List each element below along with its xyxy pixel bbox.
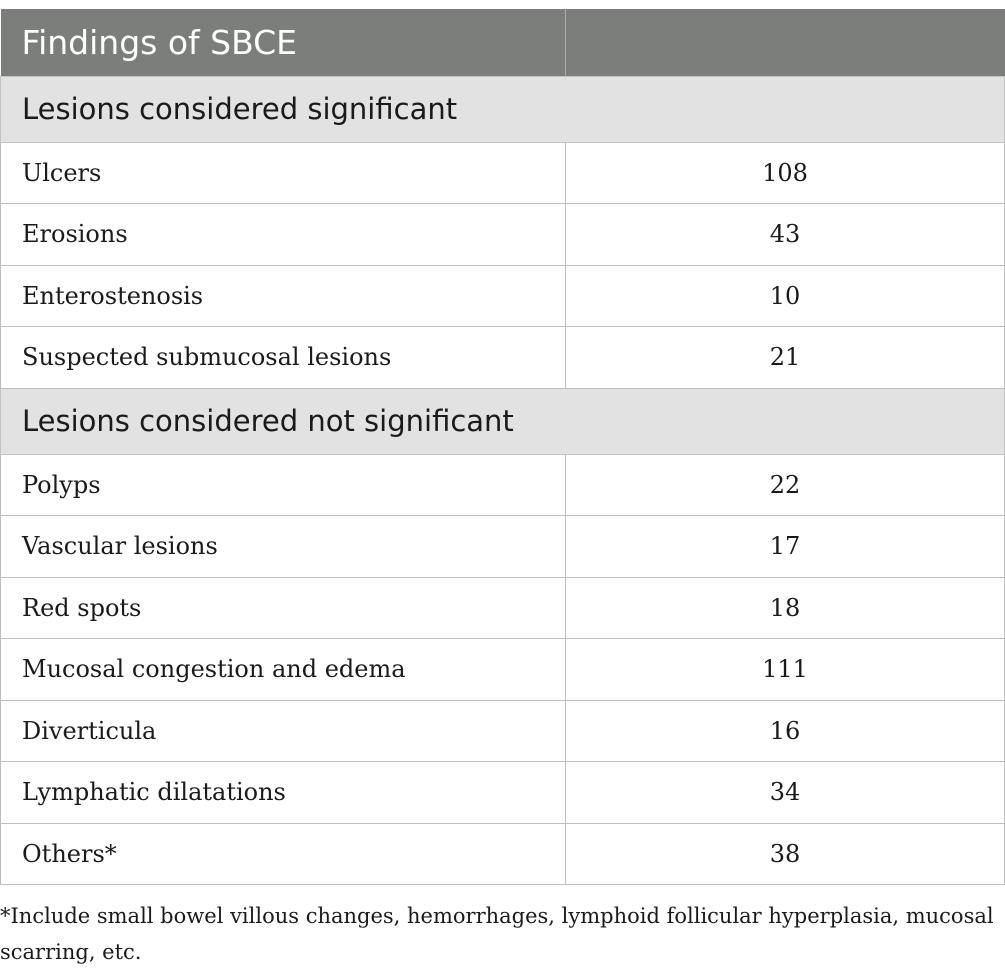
- row-value: 38: [566, 823, 1005, 885]
- row-value: 111: [566, 639, 1005, 701]
- row-value: 21: [566, 327, 1005, 389]
- section-title-not-significant: Lesions considered not significant: [1, 388, 1005, 454]
- table-row: [1, 516, 1005, 578]
- row-value: 108: [566, 142, 1005, 204]
- row-value: 22: [566, 454, 1005, 516]
- table-row: [1, 762, 1005, 824]
- table-row: [1, 823, 1005, 885]
- row-value: 17: [566, 516, 1005, 578]
- row-value: 18: [566, 577, 1005, 639]
- row-label: Polyps: [1, 454, 566, 516]
- row-label: Lymphatic dilatations: [1, 762, 566, 824]
- section-row-not-significant: [1, 388, 1005, 454]
- section-row-significant: [1, 76, 1005, 142]
- table-footnote: *Include small bowel villous changes, hemorrhages, lymphoid follicular hyperplasia, mucosal scarring, etc.: [0, 904, 994, 964]
- findings-table: [0, 9, 1005, 885]
- row-label: Red spots: [1, 577, 566, 639]
- table-row: [1, 327, 1005, 389]
- table-row: [1, 204, 1005, 266]
- table-row: [1, 577, 1005, 639]
- header-count: [566, 9, 1005, 76]
- row-value: 10: [566, 265, 1005, 327]
- row-label: Diverticula: [1, 700, 566, 762]
- row-label: Vascular lesions: [1, 516, 566, 578]
- row-value: 16: [566, 700, 1005, 762]
- row-label: Erosions: [1, 204, 566, 266]
- row-value: 34: [566, 762, 1005, 824]
- row-label: Others*: [1, 823, 566, 885]
- table-row: [1, 142, 1005, 204]
- row-label: Enterostenosis: [1, 265, 566, 327]
- table-row: [1, 700, 1005, 762]
- row-label: Ulcers: [1, 142, 566, 204]
- row-label: Suspected submucosal lesions: [1, 327, 566, 389]
- table-row: [1, 265, 1005, 327]
- row-label: Mucosal congestion and edema: [1, 639, 566, 701]
- header-findings: Findings of SBCE: [1, 9, 566, 76]
- table-row: [1, 454, 1005, 516]
- table-header-row: [1, 9, 1005, 76]
- section-title-significant: Lesions considered significant: [1, 76, 1005, 142]
- row-value: 43: [566, 204, 1005, 266]
- table-row: [1, 639, 1005, 701]
